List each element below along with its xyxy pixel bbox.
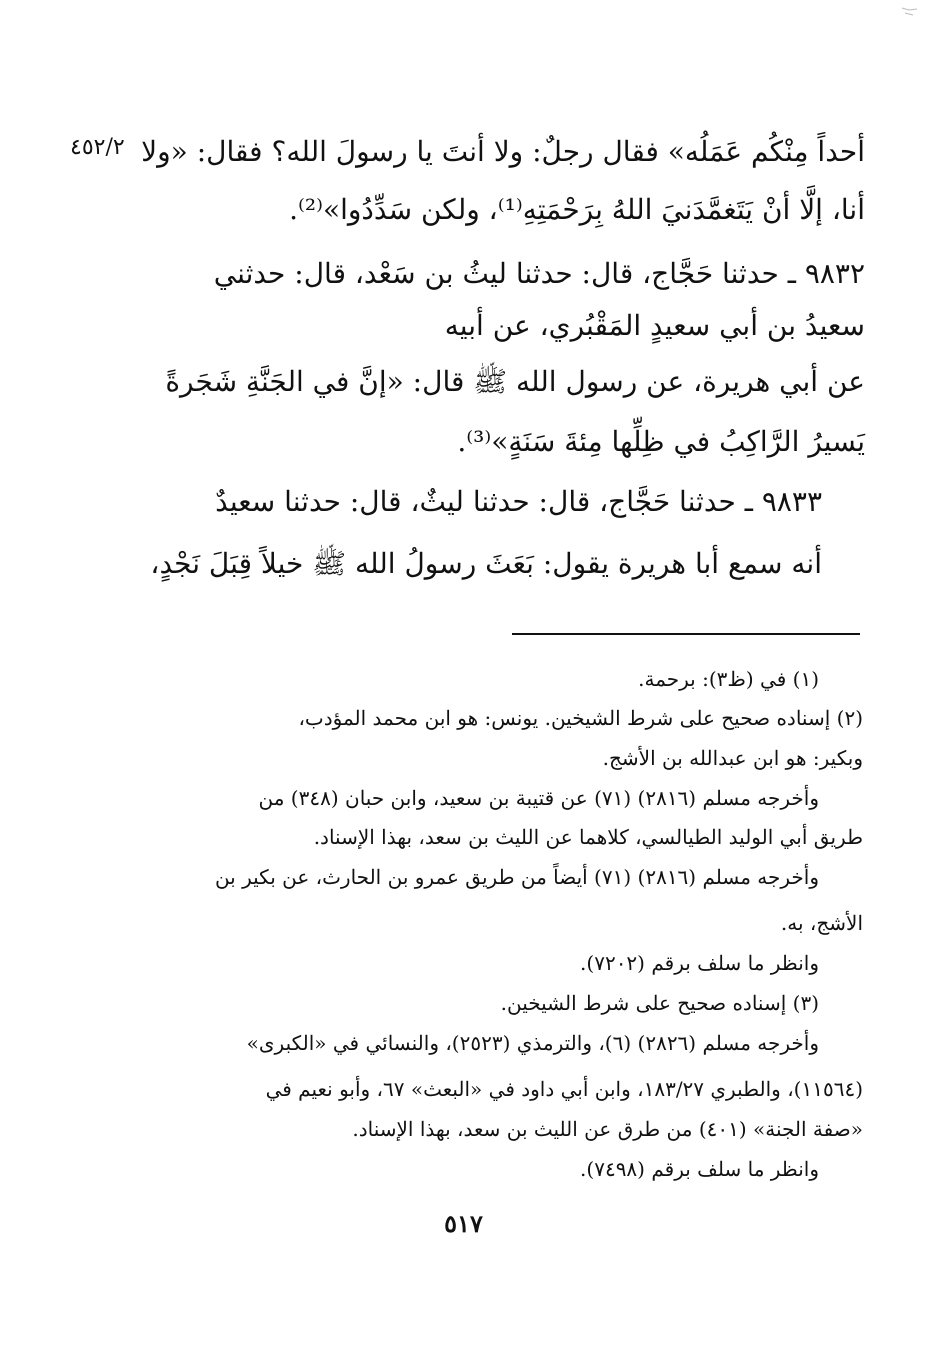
hadith-9832-header: ٩٨٣٢ ـ حدثنا حَجَّاج، قال: حدثنا ليثُ بن سَعْد، قال: حدثني [213,257,865,290]
main-text-line: أنا، إلَّا أنْ يَتَغمَّدَنيَ اللهُ بِرَحْمَتِهِ⁽¹⁾، ولكن سَدِّدُوا»⁽²⁾. [289,193,865,226]
margin-reference: ٤٥٢/٢ [70,135,125,160]
footnote-line: وانظر ما سلف برقم (٧٢٠٢). [580,951,819,975]
footnote-line: وأخرجه مسلم (٢٨٢٦) (٦)، والترمذي (٢٥٢٣)، والنسائي في «الكبرى» [246,1031,819,1055]
footnote-3: (٣) إسناده صحيح على شرط الشيخين. [500,991,819,1015]
footnote-line: وأخرجه مسلم (٢٨١٦) (٧١) أيضاً من طريق عمرو بن الحارث، عن بكير بن [214,865,819,889]
main-text-line: يَسيرُ الرَّاكِبُ في ظِلِّها مِئةَ سَنَةٍ»⁽³⁾. [457,425,865,458]
footnote-line: «صفة الجنة» (٤٠١) من طرق عن الليث بن سعد، بهذا الإسناد. [352,1117,863,1141]
footnote-line: وبكير: هو ابن عبدالله بن الأشج. [602,746,863,770]
main-text-line: عن أبي هريرة، عن رسول الله ﷺ قال: «إنَّ في الجَنَّةِ شَجَرةً [165,365,865,398]
footnote-line: الأشج، به. [780,911,863,935]
hadith-9833-header: ٩٨٣٣ ـ حدثنا حَجَّاج، قال: حدثنا ليثٌ، قال: حدثنا سعيدٌ [215,485,822,518]
main-text-line: سعيدُ بن أبي سعيدٍ المَقْبُري، عن أبيه [444,309,865,342]
main-text-line: أنه سمع أبا هريرة يقول: بَعَثَ رسولُ الله ﷺ خيلاً قِبَلَ نَجْدٍ، [150,547,822,580]
page-number: ٥١٧ [444,1209,483,1238]
footnote-line: وانظر ما سلف برقم (٧٤٩٨). [580,1157,819,1181]
footnote-2: (٢) إسناده صحيح على شرط الشيخين. يونس: هو ابن محمد المؤدب، [298,706,863,730]
corner-mark-icon [901,6,919,18]
footnote-line: طريق أبي الوليد الطيالسي، كلاهما عن الليث بن سعد، بهذا الإسناد. [313,825,863,849]
footnote-line: (١١٥٦٤)، والطبري ١٨٣/٢٧، وابن أبي داود في «البعث» ٦٧، وأبو نعيم في [265,1077,863,1101]
footnote-separator [512,633,860,635]
main-text-line: أحداً مِنْكُم عَمَلُه» فقال رجلٌ: ولا أنتَ يا رسولَ الله؟ فقال: «ولا [141,135,865,168]
footnote-1: (١) في (ظ٣): برحمة. [638,667,819,691]
footnote-line: وأخرجه مسلم (٢٨١٦) (٧١) عن قتيبة بن سعيد، وابن حبان (٣٤٨) من [258,786,819,810]
